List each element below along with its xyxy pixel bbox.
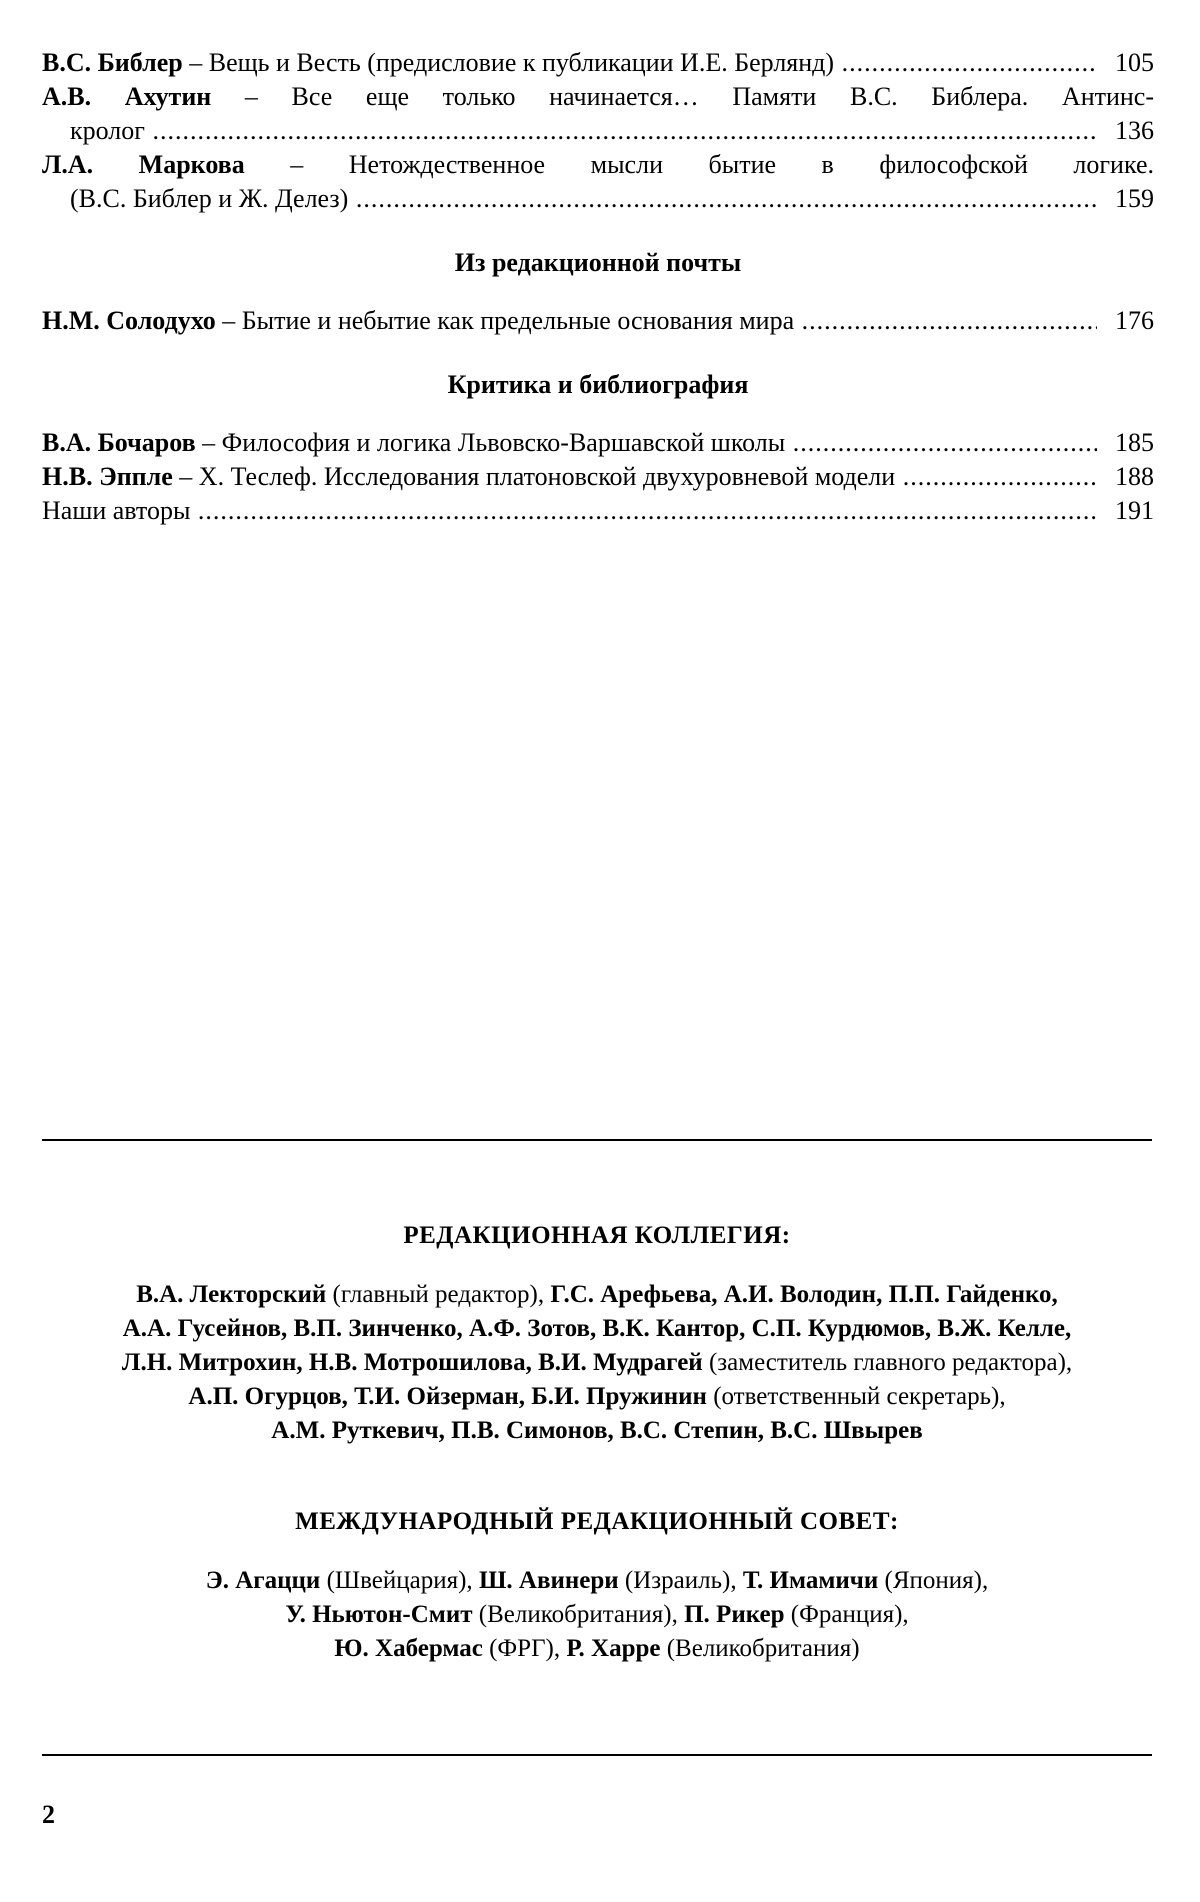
- toc-entry-markova: [42, 148, 1154, 216]
- toc-page-number: 159: [1115, 184, 1154, 213]
- toc-title: Наши авторы .....: [42, 494, 1097, 528]
- toc-title-continued: (В.С. Библер и Ж. Делез) .....: [70, 182, 1097, 216]
- editorial-board-heading: РЕДАКЦИОННАЯ КОЛЛЕГИЯ:: [403, 1222, 791, 1249]
- table-of-contents: [42, 46, 1154, 528]
- editorial-board-line: [42, 1414, 1152, 1448]
- council-line: [42, 1564, 1152, 1598]
- member-country: (Великобритания): [660, 1635, 860, 1662]
- member-country: (Великобритания),: [472, 1601, 685, 1628]
- editorial-board-line: [42, 1346, 1152, 1380]
- member-country: (Швейцария),: [320, 1567, 479, 1594]
- member-names: А.А. Гусейнов, В.П. Зинченко, А.Ф. Зотов, В.К. Кантор, С.П. Курдюмов, В.Ж. Келле,: [122, 1315, 1072, 1342]
- member-name: Ю. Хабермас: [334, 1635, 483, 1662]
- member-role: (ответственный секретарь),: [706, 1383, 1006, 1410]
- toc-page-number: 188: [1115, 462, 1154, 491]
- divider-top: [42, 1139, 1152, 1141]
- member-names: Г.С. Арефьева, А.И. Володин, П.П. Гайденко,: [550, 1281, 1058, 1308]
- toc-title: – Все еще только начинается… Памяти В.С. Библера. Антинс-: [244, 82, 1155, 111]
- toc-page-number: 185: [1115, 428, 1154, 457]
- toc-entry-epple: [42, 460, 1154, 494]
- toc-author: В.С. Библер: [42, 48, 183, 77]
- toc-title: – Вещь и Весть (предисловие к публикации И.Е. Берлянд): [189, 48, 835, 77]
- divider-bottom: [42, 1754, 1152, 1756]
- toc-page-number: 105: [1115, 48, 1154, 77]
- toc-author: Л.А. Маркова: [42, 150, 245, 179]
- toc-title-continued: кролог .....: [70, 114, 1097, 148]
- section-heading-critique: Критика и библиография: [447, 370, 749, 399]
- member-country: (Израиль),: [618, 1567, 743, 1594]
- toc-entry-bibler: [42, 46, 1154, 80]
- council-line: [42, 1632, 1152, 1666]
- toc-title: – Философия и логика Львовско-Варшавской школы: [202, 428, 786, 457]
- member-name: Э. Агацци: [205, 1567, 321, 1594]
- toc-author: Н.В. Эппле: [42, 462, 173, 491]
- member-name: Р. Харре: [566, 1635, 661, 1662]
- member-country: (ФРГ),: [482, 1635, 567, 1662]
- member-country: (Япония),: [878, 1567, 989, 1594]
- member-name: В.А. Лекторский: [136, 1281, 327, 1308]
- council-line: [42, 1598, 1152, 1632]
- member-role: (заместитель главного редактора),: [702, 1349, 1073, 1376]
- toc-page-number: 191: [1115, 496, 1154, 525]
- editorial-board-line: [42, 1380, 1152, 1414]
- editorial-board: [42, 1222, 1152, 1448]
- toc-title: – Нетождественное мысли бытие в философской логике.: [290, 150, 1154, 179]
- toc-author: Н.М. Солодухо: [42, 306, 216, 335]
- toc-author: В.А. Бочаров: [42, 428, 196, 457]
- member-name: Т. Имамичи: [742, 1567, 879, 1594]
- international-council: [42, 1508, 1152, 1666]
- page-number: 2: [42, 1800, 55, 1829]
- member-names: А.М. Руткевич, П.В. Симонов, В.С. Степин, В.С. Швырев: [271, 1417, 923, 1444]
- member-country: (Франция),: [784, 1601, 909, 1628]
- toc-title: – Бытие и небытие как предельные основания мира: [215, 306, 795, 335]
- toc-page-number: 136: [1115, 116, 1154, 145]
- toc-author: А.В. Ахутин: [42, 82, 212, 111]
- toc-page-number: 176: [1115, 306, 1154, 335]
- section-heading-mail: Из редакционной почты: [454, 248, 742, 277]
- toc-entry-akhutin: [42, 80, 1154, 148]
- toc-entry-authors: [42, 494, 1154, 528]
- member-name: Ш. Авинери: [478, 1567, 619, 1594]
- toc-entry-bocharov: [42, 426, 1154, 460]
- member-names: А.П. Огурцов, Т.И. Ойзерман, Б.И. Пружинин: [188, 1383, 707, 1410]
- editorial-board-line: [42, 1278, 1152, 1312]
- member-name: П. Рикер: [684, 1601, 785, 1628]
- toc-entry-solodukho: [42, 304, 1154, 338]
- international-council-heading: МЕЖДУНАРОДНЫЙ РЕДАКЦИОННЫЙ СОВЕТ:: [295, 1508, 899, 1535]
- member-role: (главный редактор),: [326, 1281, 551, 1308]
- member-name: У. Ньютон-Смит: [285, 1601, 473, 1628]
- toc-title: – Х. Теслеф. Исследования платоновской двухуровневой модели: [179, 462, 896, 491]
- member-names: Л.Н. Митрохин, Н.В. Мотрошилова, В.И. Мудрагей: [121, 1349, 703, 1376]
- editorial-board-line: [42, 1312, 1152, 1346]
